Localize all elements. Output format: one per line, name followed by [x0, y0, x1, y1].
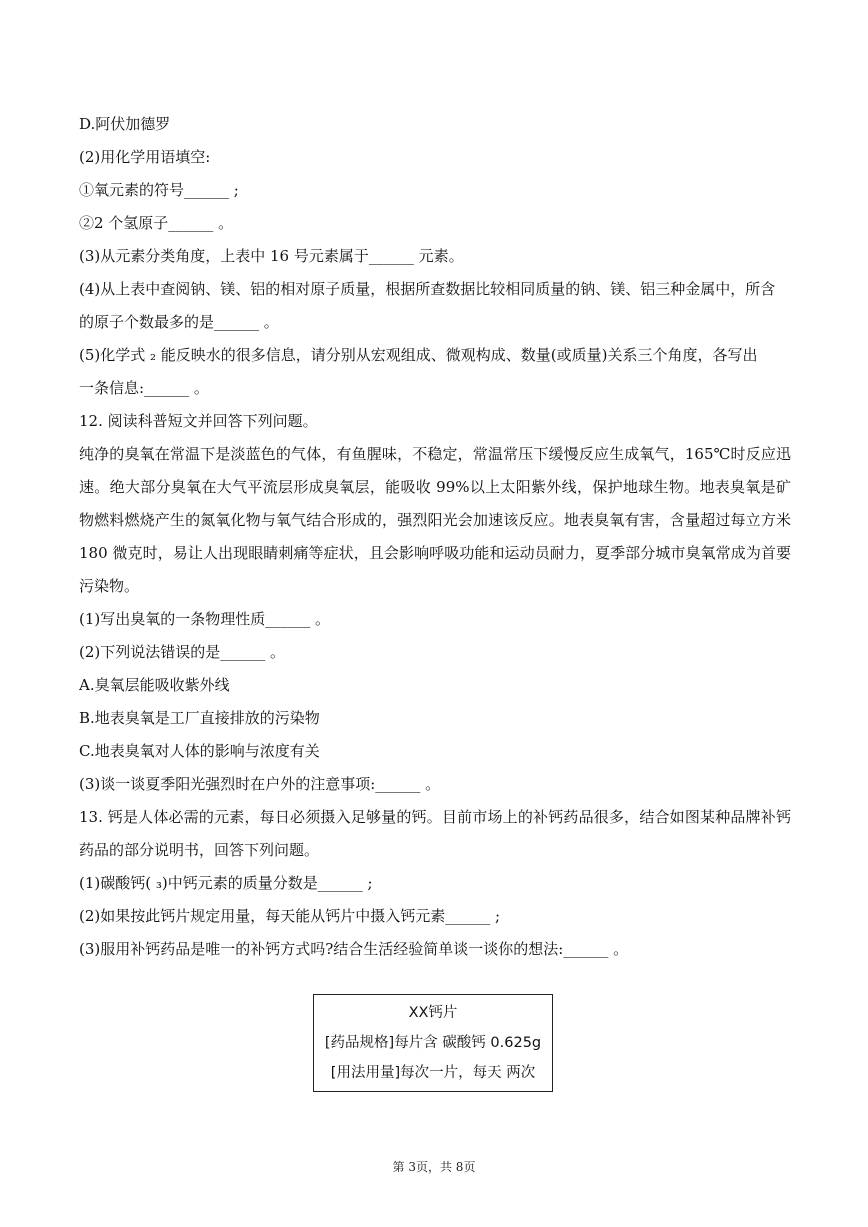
question-body	[79, 108, 791, 966]
subquestion-5-cont: 一条信息:______ 。	[79, 379, 209, 397]
q13-sub-2: (2)如果按此钙片规定用量，每天能从钙片中摄入钙元素______ ;	[79, 907, 501, 925]
page-footer: 第 3页，共 8页	[392, 1160, 476, 1174]
calcium-tablet-label	[313, 994, 553, 1092]
q12-option-b: B.地表臭氧是工厂直接排放的污染物	[79, 709, 320, 727]
blank-oxygen-symbol: ①氧元素的符号______ ;	[79, 181, 239, 199]
subquestion-2: (2)用化学用语填空:	[79, 148, 211, 166]
q12-option-a: A.臭氧层能吸收紫外线	[79, 676, 230, 694]
subquestion-4: (4)从上表中查阅钠、镁、铝的相对原子质量，根据所查数据比较相同质量的钠、镁、铝三种金属中，所含	[79, 280, 776, 298]
option-d-line: D.阿伏加德罗	[79, 115, 171, 133]
label-title: XX钙片	[408, 1005, 458, 1021]
label-spec: [药品规格]每片含 碳酸钙 0.625g	[324, 1035, 542, 1051]
label-usage: [用法用量]每次一片，每天 两次	[330, 1065, 536, 1081]
q12-sub-2: (2)下列说法错误的是______ 。	[79, 643, 286, 661]
q12-option-c: C.地表臭氧对人体的影响与浓度有关	[79, 742, 320, 760]
subquestion-4-cont: 的原子个数最多的是______ 。	[79, 313, 279, 331]
question-12-title: 12. 阅读科普短文并回答下列问题。	[79, 412, 318, 430]
blank-two-hydrogen-atoms: ②2 个氢原子______ 。	[79, 214, 234, 232]
q13-sub-1: (1)碳酸钙( ₃)中钙元素的质量分数是______ ;	[79, 874, 373, 892]
q13-sub-3: (3)服用补钙药品是唯一的补钙方式吗?结合生活经验简单谈一谈你的想法:______ 。	[79, 940, 629, 958]
q12-sub-1: (1)写出臭氧的一条物理性质______ 。	[79, 610, 331, 628]
ozone-passage: 纯净的臭氧在常温下是淡蓝色的气体，有鱼腥味，不稳定，常温常压下缓慢反应生成氧气，165℃时反应迅速。绝大部分臭氧在大气平流层形成臭氧层，能吸收 99%以上太阳紫外线，保护地球生物。地表臭氧是矿物燃料燃烧产生的氮氧化物与氧气结合形成的，强烈阳光会加速该反应。地表臭氧有害，含量超过每立方米 180 微克时，易让人出现眼睛刺痛等症状，且会影响呼吸功能和运动员耐力，夏季部分城市臭氧常成为首要污染物。	[79, 445, 791, 595]
question-13-intro: 13. 钙是人体必需的元素，每日必须摄入足够量的钙。目前市场上的补钙药品很多，结合如图某种品牌补钙药品的部分说明书，回答下列问题。	[79, 808, 791, 859]
q12-sub-3: (3)谈一谈夏季阳光强烈时在户外的注意事项:______ 。	[79, 775, 441, 793]
subquestion-5: (5)化学式 ₂ 能反映水的很多信息，请分别从宏观组成、微观构成、数量(或质量)关系三个角度，各写出	[79, 346, 758, 364]
subquestion-3: (3)从元素分类角度，上表中 16 号元素属于______ 元素。	[79, 247, 464, 265]
